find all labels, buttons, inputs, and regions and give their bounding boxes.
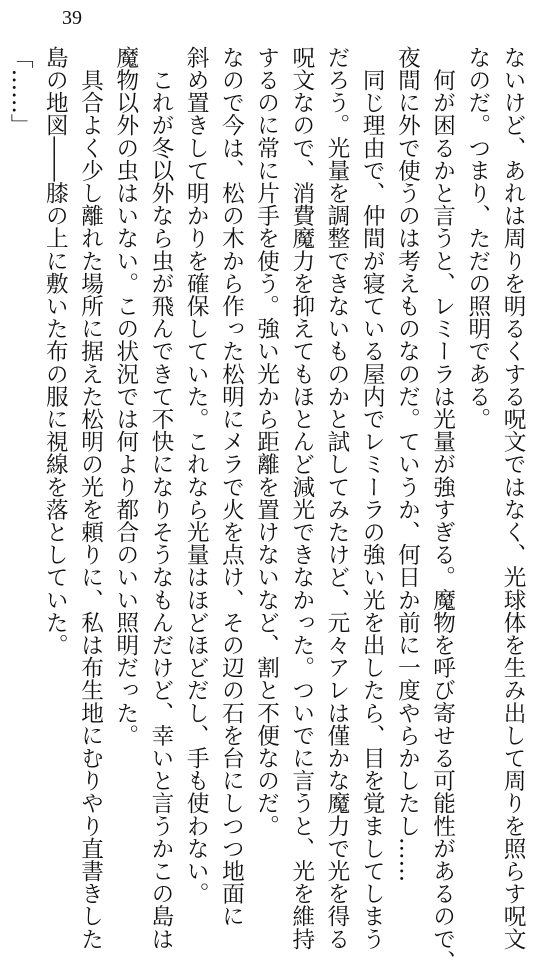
text-line: 島の地図――膝の上に敷いた布の服に視線を落としていた。: [42, 46, 69, 657]
text-line: 魔物以外の虫はいない。この状況では何より都合のいい照明だった。: [112, 46, 139, 747]
text-line: 夜間に外で使うのは考えものなのだ。ていうか、何日か前に一度やらかしたし……: [394, 46, 421, 883]
text-line: [0, 46, 2, 766]
text-line: ないけど、あれは周りを明るくする呪文ではなく、光球体を生み出して周りを照らす呪文: [500, 46, 526, 950]
text-line: だろう。光量を調整できないものかと試してみたけど、元々アレは僅かな魔力で光を得る: [323, 46, 350, 950]
novel-body-text: [0, 46, 530, 973]
text-line: なので今は、松の木から作った松明にメラで火を点け、その辺の石を台にしつつ地面に: [218, 46, 245, 928]
text-line: これが冬以外なら虫が飛んできて不快になりそうなもんだけど、幸いと言うかこの島は: [147, 46, 174, 950]
text-line: 具合よく少し離れた場所に据えた松明の光を頼りに、私は布生地にむりやり直書きした: [77, 46, 104, 950]
text-line: するのに常に片手を使う。強い光から距離を置けないなど、割と不便なのだ。: [253, 46, 280, 837]
text-line: 「……」: [7, 46, 34, 137]
text-line: 何が困るかと言うと、レミーラは光量が強すぎる。魔物を呼び寄せる可能性があるので、: [429, 46, 456, 973]
text-line: なのだ。つまり、ただの照明である。: [464, 46, 491, 431]
text-line: 同じ理由で、仲間が寝ている屋内でレミーラの強い光を出したら、目を覚ましてしまう: [359, 46, 386, 950]
text-line: 呪文なので、消費魔力を抑えてもほとんど減光できなかった。ついでに言うと、光を維持: [288, 46, 315, 950]
text-line: 斜め置きして明かりを確保していた。これなら光量はほどほどだし、手も使わない。: [183, 46, 210, 905]
page-number: 39: [62, 7, 82, 29]
